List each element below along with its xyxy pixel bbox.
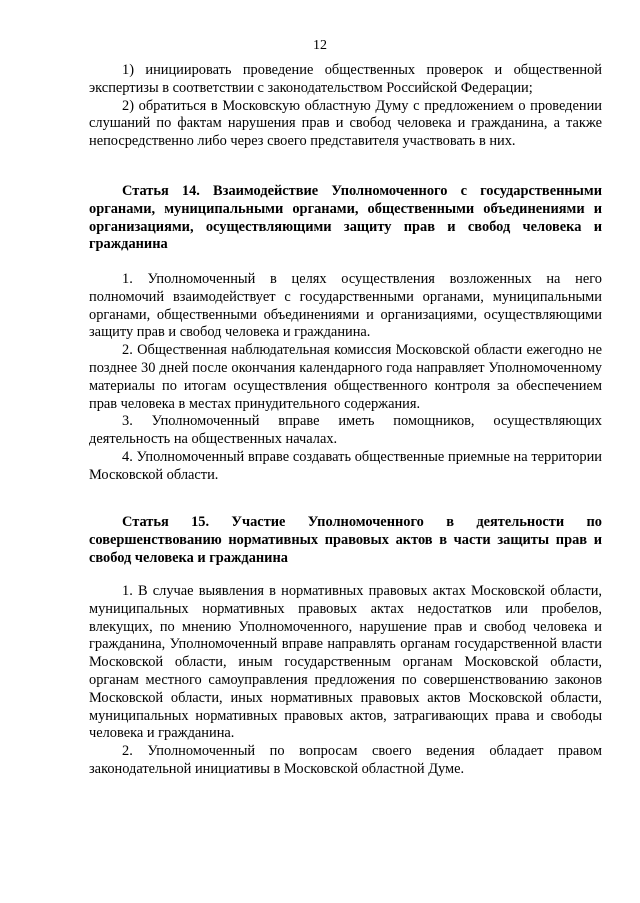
article-14-heading-block xyxy=(89,183,602,254)
article-15-heading: Статья 15. Участие Уполномоченного в деятельности по совершенствованию нормативных правовых актов в части защиты прав и свобод человека и гражданина xyxy=(89,514,602,566)
list-item-1: 1) инициировать проведение общественных проверок и общественной экспертизы в соответствии с законодательством Российской Федерации; xyxy=(89,62,602,96)
article-14-paragraph-4: 4. Уполномоченный вправе создавать общественные приемные на территории Московской области. xyxy=(89,448,602,483)
list-item-2: 2) обратиться в Московскую областную Думу с предложением о проведении слушаний по фактам нарушения прав и свобод человека и гражданина, а также непосредственно либо через своего представителя участвовать в них. xyxy=(89,97,602,150)
article-15-body xyxy=(89,583,602,779)
page-number: 12 xyxy=(313,38,327,53)
article-14-paragraph-2: 2. Общественная наблюдательная комиссия Московской области ежегодно не позднее 30 дней после окончания календарного года направляет Уполномоченному материалы по итогам осуществления общественного контроля за обеспечением прав человека в местах принудительного содержания. xyxy=(89,342,602,412)
article-15-paragraph-2: 2. Уполномоченный по вопросам своего ведения обладает правом законодательной инициативы в Московской областной Думе. xyxy=(89,743,602,777)
article-14-heading: Статья 14. Взаимодействие Уполномоченного с государственными органами, муниципальными органами, общественными объединениями и организациями, осуществляющими защиту прав и свобод человека и гражданина xyxy=(89,183,602,253)
article-15-heading-block xyxy=(89,514,602,567)
article-14-paragraph-1: 1. Уполномоченный в целях осуществления возложенных на него полномочий взаимодействует с государственными органами, муниципальными органами, общественными объединениями и организациями, осуществляющими защиту прав и свобод человека и гражданина. xyxy=(89,271,602,341)
article-14-body xyxy=(89,271,602,485)
article-14-paragraph-3: 3. Уполномоченный вправе иметь помощников, осуществляющих деятельность на общественных началах. xyxy=(89,413,602,448)
article-15-paragraph-1: 1. В случае выявления в нормативных правовых актах Московской области, муниципальных нормативных правовых актах недостатков или пробелов, влекущих, по мнению Уполномоченного, нарушение прав и свобод человека и гражданина, Уполномоченный вправе направлять органам государственной власти Московской области, иным государственным органам Московской области, органам местного самоуправления предложения по совершенствованию законов Московской области, иных нормативных правовых актов Московской области, муниципальных нормативных правовых актов, затрагивающих права и свободы человека и гражданина. xyxy=(89,583,602,742)
continuation-list xyxy=(89,62,602,151)
